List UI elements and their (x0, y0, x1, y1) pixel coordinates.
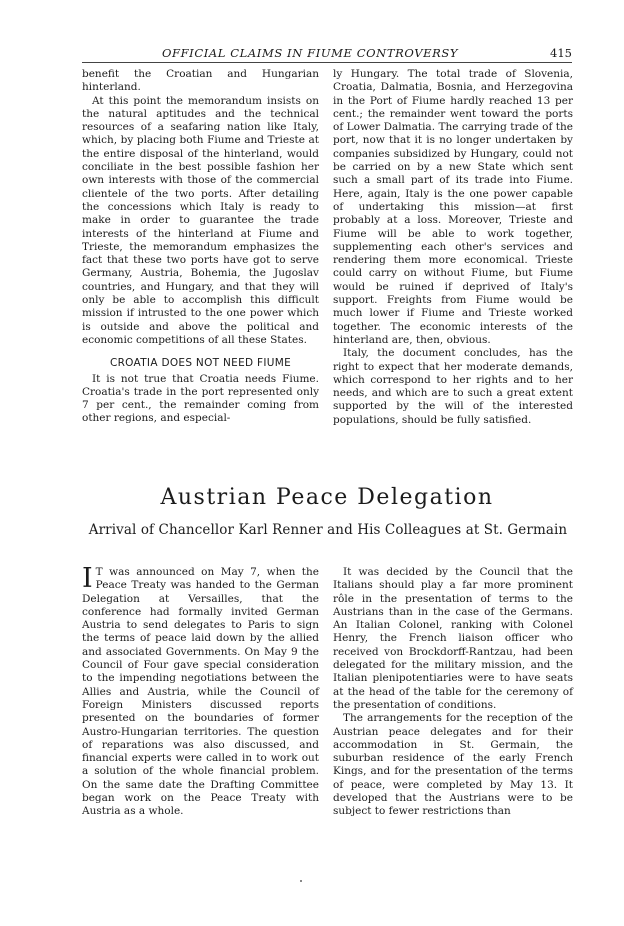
running-title: OFFICIAL CLAIMS IN FIUME CONTROVERSY (162, 46, 459, 60)
top-right-column (333, 68, 573, 427)
drop-cap: I (82, 563, 93, 594)
printer-mark (300, 880, 302, 882)
paragraph: It is not true that Croatia needs Fiume. Croatia's trade in the port represented only 7 per cent., the remainder coming from other regions, and especial- (82, 372, 319, 425)
paragraph: It was decided by the Council that the Italians should play a far more prominent rôle in the presentation of terms to the Austrians than in the case of the Germans. An Italian Colonel, ranking with Colonel Henry, the French liaison officer who received von Brockdorff-Rantzau, had been delegated for the military mission, and the Italian plenipotentiaries were to have seats at the head of the table for the ceremony of the presentation of conditions. (333, 566, 573, 711)
paragraph: The arrangements for the reception of the Austrian peace delegates and for their accommodation in St. Germain, the suburban residence of the early French Kings, and for the presentation of the terms of peace, were completed by May 13. It developed that the Austrians were to be subject to fewer restrictions than (333, 712, 573, 818)
bottom-right-column (333, 566, 573, 819)
page-number: 415 (550, 46, 572, 60)
paragraph (82, 563, 319, 819)
paragraph: benefit the Croatian and Hungarian hinterland. (82, 68, 319, 94)
paragraph: At this point the memorandum insists on the natural aptitudes and the technical resources of a seafaring nation like Italy, which, by placing both Fiume and Trieste at the entire disposal of the hinterland, would conciliate in the best possible fashion her own interests with those of the commercial clientele of the two ports. After detailing the concessions which Italy is ready to make in order to guarantee the trade interests of the hinterland at Fiume and Trieste, the memorandum emphasizes the fact that these two ports have got to serve Germany, Austria, Bohemia, the Jugoslav countries, and Hungary, and that they will only be able to accomplish this difficult mission if intrusted to the one power which is outside and above the political and economic competitions of all these States. (82, 94, 319, 346)
article-title: Austrian Peace Delegation (160, 485, 494, 510)
paragraph-text: T was announced on May 7, when the Peace Treaty was handed to the German Delegation at Versailles, that the conference had formally invited German Austria to send delegates to Paris to sign the terms of peace laid down by the allied and associated Governments. On May 9 the Council of Four gave special consideration to the impending negotiations between the Allies and Austria, while the Council of Foreign Ministers discussed reports presented on the boundaries of former Austro-Hungarian territories. The question of reparations was also discussed, and financial experts were called in to work out a solution of the whole financial problem. On the same date the Drafting Committee began work on the Peace Treaty with Austria as a whole. (82, 566, 319, 818)
paragraph: Italy, the document concludes, has the right to expect that her moderate demands, which correspond to her rights and to her needs, and which are to such a great extent supported by the will of the interested populations, should be fully satisfied. (333, 347, 573, 426)
paragraph: ly Hungary. The total trade of Slovenia, Croatia, Dalmatia, Bosnia, and Herzegovina in the Port of Fiume hardly reached 13 per cent.; the remainder went toward the ports of Lower Dalmatia. The carrying trade of the port, now that it is no longer undertaken by companies subsidized by Hungary, could not be carried on by a new State which sent such a small part of its trade into Fiume. Here, again, Italy is the one power capable of undertaking this mission—at first probably at a loss. Moreover, Trieste and Fiume will be able to work together, supplementing each other's services and rendering them more economical. Trieste could carry on without Fiume, but Fiume would be ruined if deprived of Italy's support. Freights from Fiume would be much lower if Fiume and Trieste worked together. The economic interests of the hinterland are, then, obvious. (333, 68, 573, 346)
bottom-left-column (82, 563, 319, 819)
section-subheading: CROATIA DOES NOT NEED FIUME (109, 357, 292, 370)
top-left-column (82, 68, 319, 426)
header-rule (82, 62, 572, 63)
article-subtitle: Arrival of Chancellor Karl Renner and His Colleagues at St. Germain (88, 522, 568, 538)
page-header (82, 46, 572, 62)
